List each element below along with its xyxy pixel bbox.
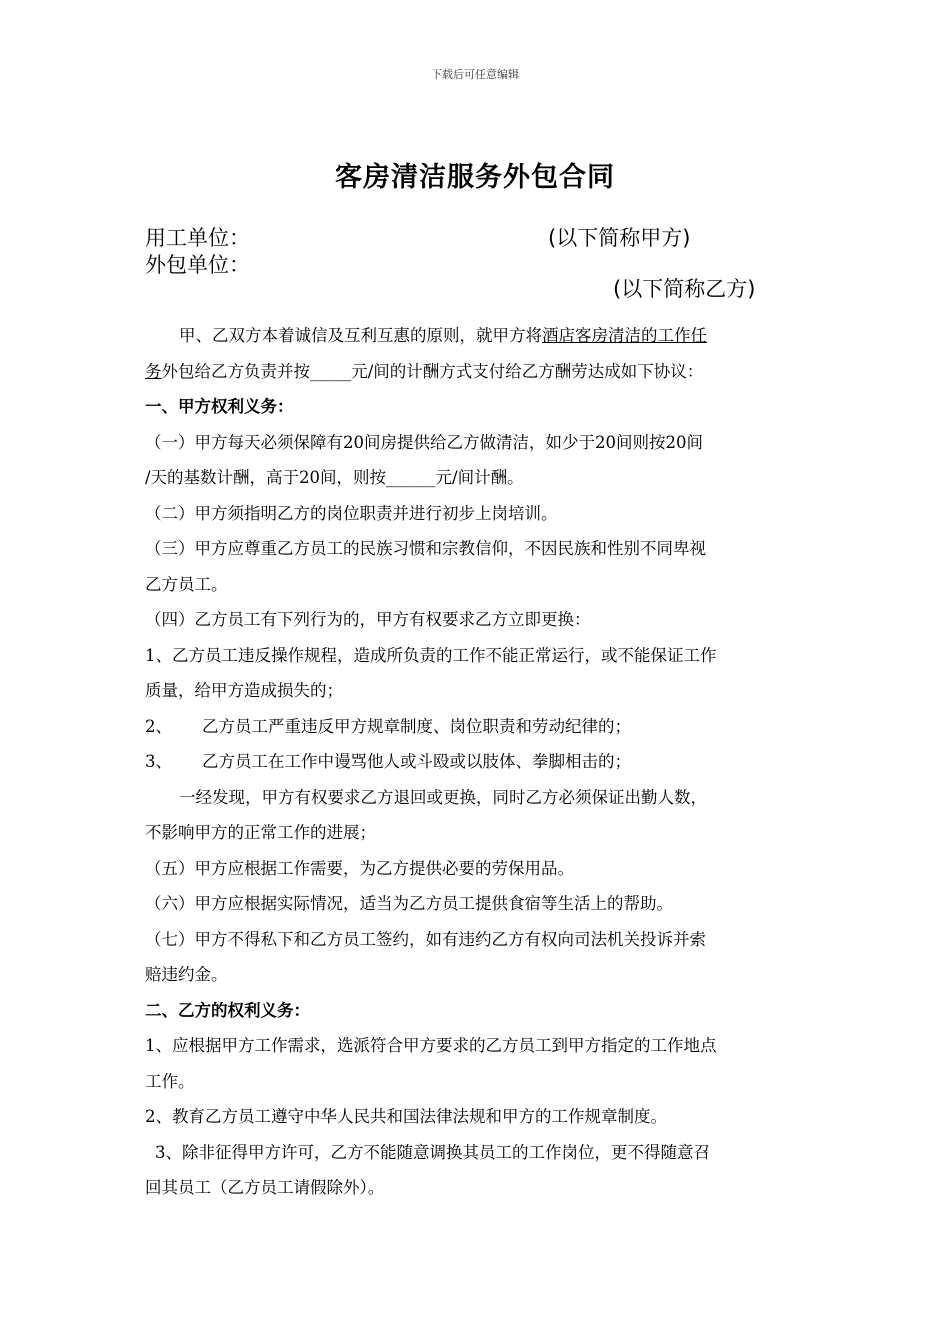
s1-sub-3 bbox=[145, 744, 810, 780]
header-note: 下载后可任意编辑 bbox=[431, 68, 519, 81]
section-2-heading: 二、乙方的权利义务： bbox=[145, 1000, 310, 1020]
s2-item-1-line-2: 工作。 bbox=[145, 1071, 195, 1091]
s1-item-4: （四）乙方员工有下列行为的，甲方有权要求乙方立即更换： bbox=[145, 610, 591, 629]
s1-sub-2 bbox=[145, 709, 810, 745]
s1-note-line-1: 一经发现，甲方有权要求乙方退回或更换，同时乙方必须保证出勤人数， bbox=[179, 787, 707, 807]
s1-sub-3-number: 3、 bbox=[145, 752, 172, 771]
s1-item-6: （六）甲方应根据实际情况，适当为乙方员工提供食宿等生活上的帮助。 bbox=[145, 894, 673, 913]
contractor-label: 外包单位： bbox=[145, 253, 250, 277]
intro-text-cont: 外包给乙方负责并按_____元/间的计酬方式支付给乙方酬劳达成如下协议： bbox=[161, 361, 704, 381]
intro-underlined-task: 酒店客房清洁的工作任 bbox=[542, 326, 707, 345]
s1-item-1-line-2: /天的基数计酬，高于20间，则按______元/间计酬。 bbox=[145, 468, 524, 487]
s1-item-1-line-1: （一）甲方每天必须保障有20间房提供给乙方做清洁，如少于20间则按20间 bbox=[145, 432, 703, 452]
s1-item-3-line-1: （三）甲方应尊重乙方员工的民族习惯和宗教信仰，不因民族和性别不同卑视 bbox=[145, 539, 706, 558]
section-1-heading: 一、甲方权利义务： bbox=[145, 397, 294, 416]
employer-label: 用工单位： bbox=[145, 226, 250, 250]
s1-item-3-line-2: 乙方员工。 bbox=[145, 574, 228, 594]
s1-item-7-line-2: 赔违约金。 bbox=[145, 965, 228, 984]
employer-suffix: (以下简称甲方) bbox=[548, 226, 691, 250]
s1-sub-3-text: 乙方员工在工作中谩骂他人或斗殴或以肢体、拳脚相击的； bbox=[202, 752, 631, 771]
s1-item-2: （二）甲方须指明乙方的岗位职责并进行初步上岗培训。 bbox=[145, 503, 558, 523]
intro-text: 甲、乙双方本着诚信及互利互惠的原则，就甲方将 bbox=[179, 326, 542, 345]
s2-item-3-line-2: 回其员工（乙方员工请假除外）。 bbox=[145, 1178, 385, 1197]
s1-note-line-2: 不影响甲方的正常工作的进展； bbox=[145, 823, 376, 842]
intro-line-1 bbox=[145, 318, 810, 354]
s2-item-1-line-1: 1、应根据甲方工作需求，选派符合甲方要求的乙方员工到甲方指定的工作地点 bbox=[145, 1036, 717, 1055]
s1-item-5: （五）甲方应根据工作需要，为乙方提供必要的劳保用品。 bbox=[145, 858, 574, 878]
intro-underlined-task-end: 务 bbox=[145, 361, 162, 381]
contractor-suffix: (以下简称乙方) bbox=[613, 277, 756, 301]
s1-sub-2-number: 2、 bbox=[145, 716, 172, 736]
s1-sub-1-line-1: 1、乙方员工违反操作规程，造成所负责的工作不能正常运行，或不能保证工作 bbox=[145, 645, 717, 665]
contract-title: 客房清洁服务外包合同 bbox=[335, 162, 615, 193]
contract-body bbox=[145, 318, 810, 1206]
s1-item-7-line-1: （七）甲方不得私下和乙方员工签约，如有违约乙方有权向司法机关投诉并索 bbox=[145, 929, 706, 949]
intro-line-2 bbox=[145, 354, 810, 390]
s1-sub-2-text: 乙方员工严重违反甲方规章制度、岗位职责和劳动纪律的； bbox=[202, 716, 631, 736]
s2-item-2: 2、教育乙方员工遵守中华人民共和国法律法规和甲方的工作规章制度。 bbox=[145, 1107, 667, 1126]
s1-sub-1-line-2: 质量，给甲方造成损失的； bbox=[145, 681, 343, 700]
s2-item-3-line-1: 3、除非征得甲方许可，乙方不能随意调换其员工的工作岗位，更不得随意召 bbox=[155, 1142, 710, 1162]
